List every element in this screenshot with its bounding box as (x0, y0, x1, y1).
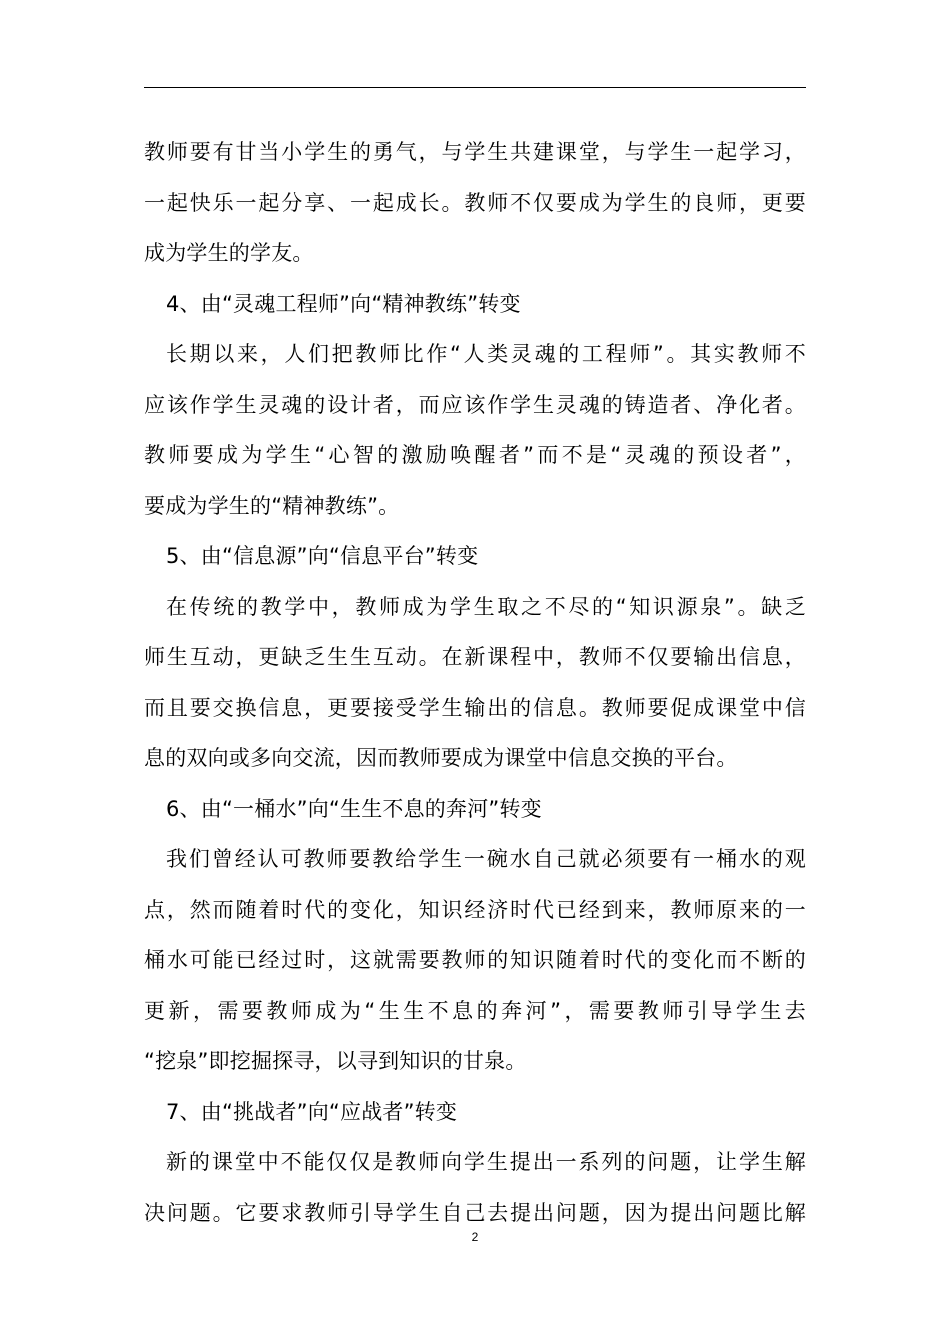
section-heading-7: 7、由“挑战者”向“应战者”转变 (166, 1099, 458, 1124)
text-line: 决问题。它要求教师引导学生自己去提出问题，因为提出问题比解 (144, 1200, 806, 1225)
text-line: 长期以来，人们把教师比作“人类灵魂的工程师”。其实教师不 (166, 342, 806, 366)
text-line: 教师要成为学生“心智的激励唤醒者”而不是“灵魂的预设者”， (144, 443, 806, 467)
text-line: “挖泉”即挖掘探寻，以寻到知识的甘泉。 (144, 1049, 527, 1073)
text-line: 而且要交换信息，更要接受学生输出的信息。教师要促成课堂中信 (144, 695, 806, 720)
text-line: 师生互动，更缺乏生生互动。在新课程中，教师不仅要输出信息， (144, 645, 806, 669)
text-line: 成为学生的学友。 (144, 241, 314, 265)
text-line: 一起快乐一起分享、一起成长。教师不仅要成为学生的良师，更要 (144, 190, 806, 215)
text-line: 我们曾经认可教师要教给学生一碗水自己就必须要有一桶水的观 (166, 847, 806, 871)
text-line: 桶水可能已经过时，这就需要教师的知识随着时代的变化而不断的 (144, 948, 806, 972)
section-heading-4: 4、由“灵魂工程师”向“精神教练”转变 (166, 291, 521, 316)
text-line: 点，然而随着时代的变化，知识经济时代已经到来，教师原来的一 (144, 897, 806, 922)
text-line: 更新，需要教师成为“生生不息的奔河”，需要教师引导学生去 (144, 998, 806, 1023)
text-line: 息的双向或多向交流，因而教师要成为课堂中信息交换的平台。 (144, 746, 738, 770)
page-number: 2 (471, 1230, 479, 1244)
section-heading-6: 6、由“一桶水”向“生生不息的奔河”转变 (166, 796, 542, 821)
text-line: 在传统的教学中，教师成为学生取之不尽的“知识源泉”。缺乏 (166, 594, 806, 619)
header-rule (144, 87, 806, 88)
text-line: 要成为学生的“精神教练”。 (144, 493, 400, 518)
section-heading-5: 5、由“信息源”向“信息平台”转变 (166, 544, 479, 568)
text-line: 应该作学生灵魂的设计者，而应该作学生灵魂的铸造者、净化者。 (144, 392, 806, 417)
document-body (144, 127, 806, 1238)
text-line: 教师要有甘当小学生的勇气，与学生共建课堂，与学生一起学习， (144, 140, 806, 164)
text-line: 新的课堂中不能仅仅是教师向学生提出一系列的问题，让学生解 (166, 1150, 806, 1174)
